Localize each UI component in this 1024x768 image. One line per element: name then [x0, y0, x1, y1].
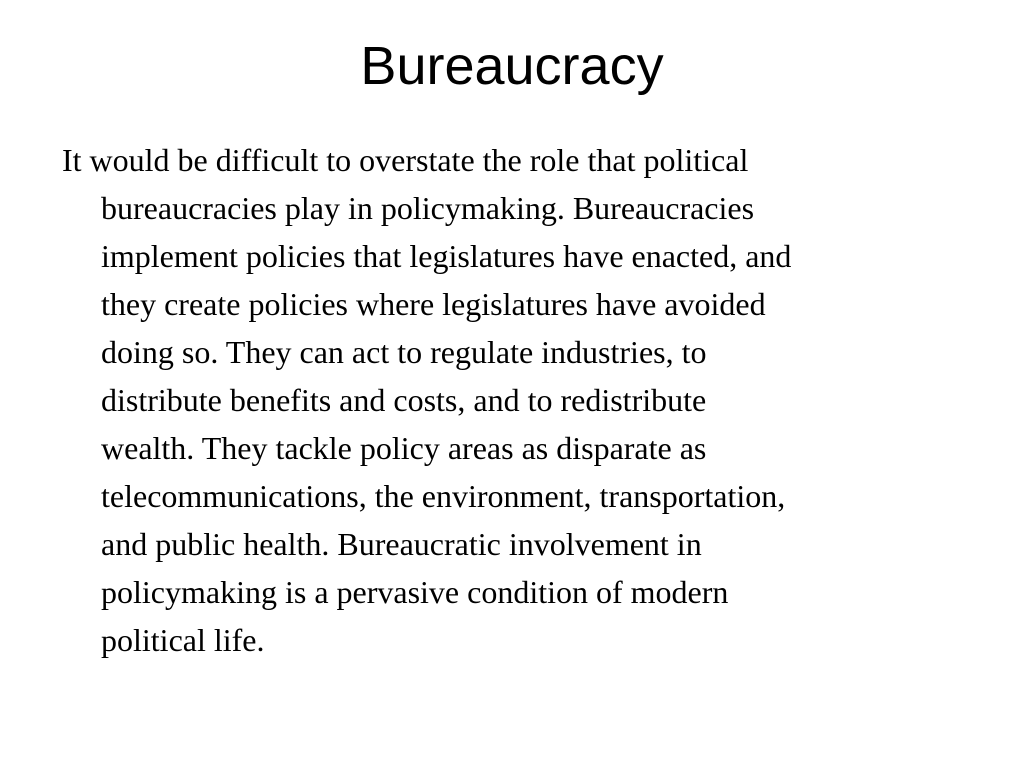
body-line: they create policies where legislatures have avoided: [101, 286, 766, 322]
body-line: distribute benefits and costs, and to redistribute: [101, 382, 707, 418]
body-line: and public health. Bureaucratic involvement in: [101, 526, 702, 562]
body-line: bureaucracies play in policymaking. Bureaucracies: [101, 190, 755, 226]
body-line: It would be difficult to overstate the role that political: [62, 142, 749, 178]
slide-title: Bureaucracy: [360, 36, 664, 96]
slide-body: [62, 136, 968, 664]
body-line: telecommunications, the environment, transportation,: [101, 478, 786, 514]
body-line: implement policies that legislatures have enacted, and: [101, 238, 792, 274]
body-line: policymaking is a pervasive condition of modern: [101, 574, 729, 610]
body-line: political life.: [101, 622, 265, 658]
body-paragraph: [62, 136, 968, 664]
body-line: wealth. They tackle policy areas as disparate as: [101, 430, 707, 466]
body-line: doing so. They can act to regulate industries, to: [101, 334, 707, 370]
